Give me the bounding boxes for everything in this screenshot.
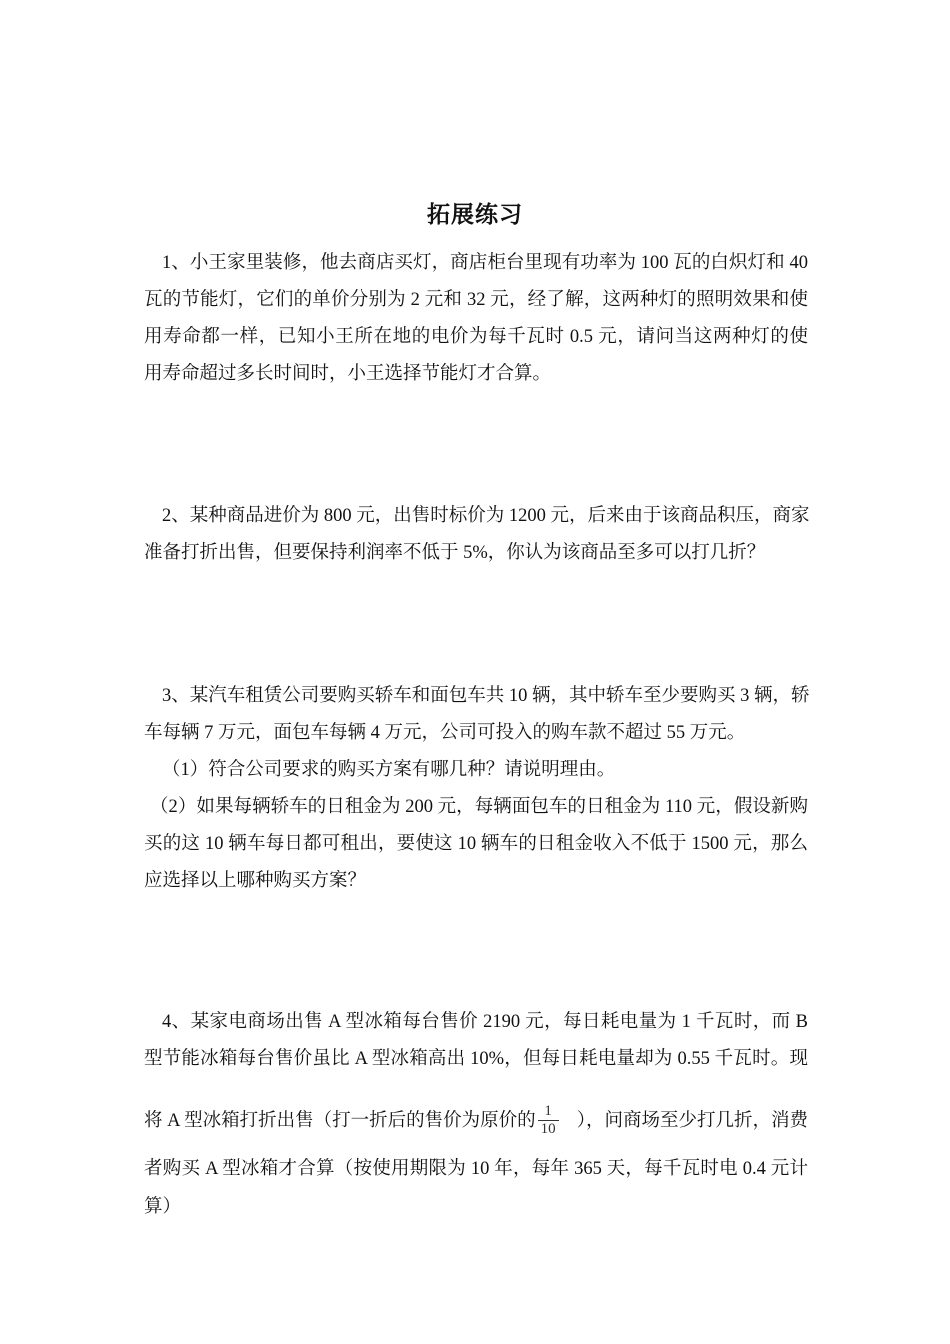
- problem-4-line-3-start: 将 A 型冰箱打折出售（打一折后的售价为原价的: [144, 1110, 536, 1131]
- problem-1-line-4: 用寿命超过多长时间时，小王选择节能灯才合算。: [144, 364, 552, 384]
- fraction-denominator: 10: [538, 1120, 559, 1138]
- problem-1-line-2: 瓦的节能灯，它们的单价分别为 2 元和 32 元，经了解，这两种灯的照明效果和使: [144, 290, 808, 310]
- problem-2-line-1: 2、某种商品进价为 800 元，出售时标价为 1200 元，后来由于该商品积压，商家: [162, 506, 810, 526]
- problem-4-line-1: 4、某家电商场出售 A 型冰箱每台售价 2190 元，每日耗电量为 1 千瓦时，而 B: [162, 1012, 808, 1032]
- problem-3-part-2-line-2: 买的这 10 辆车每日都可租出，要使这 10 辆车的日租金收入不低于 1500 元，那么: [144, 834, 808, 854]
- problem-4-line-3-end: ），问商场至少打几折，消费: [576, 1110, 808, 1131]
- problem-4-line-5: 算）: [144, 1197, 182, 1217]
- problem-1-line-1: 1、小王家里装修，他去商店买灯，商店柜台里现有功率为 100 瓦的白炽灯和 40: [162, 253, 808, 273]
- fraction-numerator: 1: [544, 1103, 552, 1119]
- problem-3-part-2-line-1: （2）如果每辆轿车的日租金为 200 元，每辆面包车的日租金为 110 元，假设新购: [150, 797, 808, 817]
- problem-2-line-2: 准备打折出售，但要保持利润率不低于 5%，你认为该商品至多可以打几折？: [144, 543, 766, 563]
- problem-1-line-3: 用寿命都一样，已知小王所在地的电价为每千瓦时 0.5 元，请问当这两种灯的使: [144, 327, 808, 347]
- fraction-one-tenth: [538, 1103, 559, 1138]
- problem-4-line-4: 者购买 A 型冰箱才合算（按使用期限为 10 年，每年 365 天，每千瓦时电 0.4 元计: [144, 1159, 808, 1179]
- problem-3-line-1: 3、某汽车租赁公司要购买轿车和面包车共 10 辆，其中轿车至少要购买 3 辆，轿: [162, 686, 810, 706]
- problem-4-line-3: [144, 1103, 808, 1138]
- page-title: 拓展练习: [427, 202, 523, 228]
- problem-3-part-1: （1）符合公司要求的购买方案有哪几种？请说明理由。: [162, 760, 616, 780]
- problem-4-line-2: 型节能冰箱每台售价虽比 A 型冰箱高出 10%，但每日耗电量却为 0.55 千瓦时。现: [144, 1049, 808, 1069]
- problem-3-part-2-line-3: 应选择以上哪种购买方案？: [144, 871, 367, 891]
- problem-3-line-2: 车每辆 7 万元，面包车每辆 4 万元，公司可投入的购车款不超过 55 万元。: [144, 723, 746, 743]
